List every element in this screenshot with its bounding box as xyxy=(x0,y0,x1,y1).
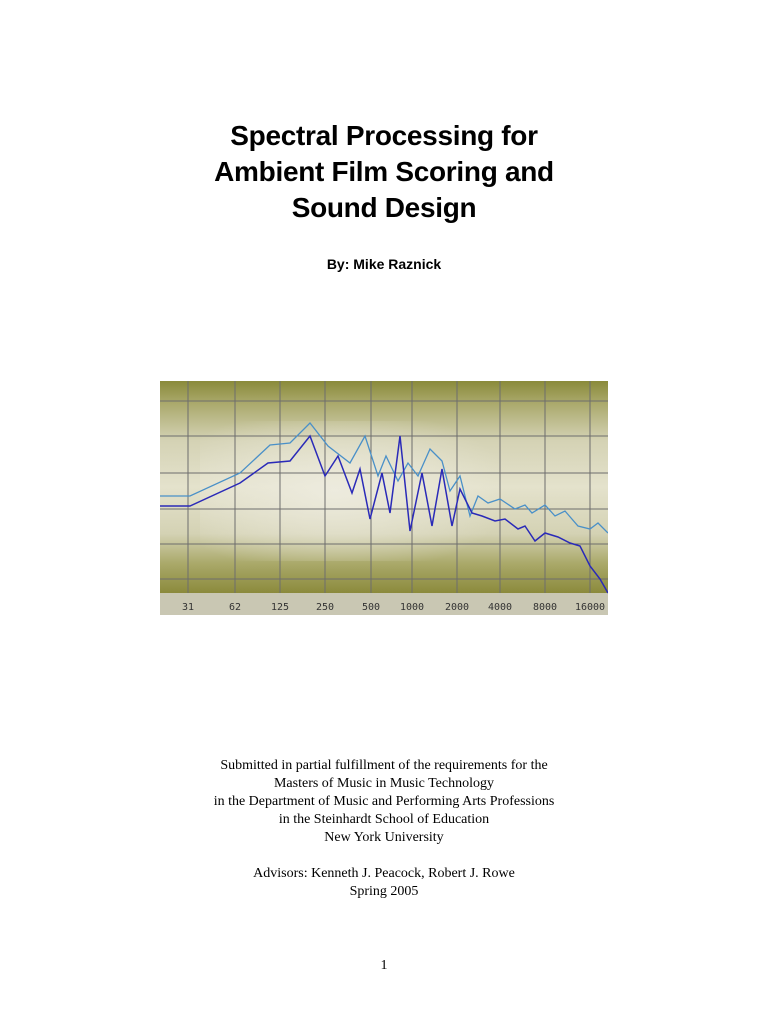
title-line-3: Sound Design xyxy=(291,192,477,223)
plot-glow xyxy=(200,421,500,561)
frequency-label: 1000 xyxy=(399,602,425,613)
frequency-label: 250 xyxy=(315,602,335,613)
page-number: 1 xyxy=(380,958,388,973)
advisors-block xyxy=(0,865,768,901)
frequency-label: 2000 xyxy=(444,602,470,613)
submission-line-5: New York University xyxy=(324,830,444,845)
document-title xyxy=(0,118,768,226)
submission-line-3: in the Department of Music and Performing Arts Professions xyxy=(213,794,555,809)
frequency-label: 62 xyxy=(228,602,242,613)
frequency-label: 500 xyxy=(361,602,381,613)
frequency-label: 31 xyxy=(181,602,195,613)
submission-line-4: in the Steinhardt School of Education xyxy=(278,812,490,827)
frequency-label: 8000 xyxy=(532,602,558,613)
advisors-line: Advisors: Kenneth J. Peacock, Robert J. Rowe xyxy=(253,866,515,881)
frequency-label: 4000 xyxy=(487,602,513,613)
spectrum-analyzer-image xyxy=(160,381,608,615)
frequency-label: 16000 xyxy=(574,602,606,613)
date-line: Spring 2005 xyxy=(349,884,419,899)
submission-statement xyxy=(0,757,768,847)
submission-line-2: Masters of Music in Music Technology xyxy=(273,776,494,791)
submission-line-1: Submitted in partial fulfillment of the requirements for the xyxy=(220,758,548,773)
title-line-1: Spectral Processing for xyxy=(230,120,538,151)
spectrum-figure xyxy=(160,381,608,615)
title-line-2: Ambient Film Scoring and xyxy=(214,156,554,187)
author-byline: By: Mike Raznick xyxy=(326,256,442,272)
frequency-label: 125 xyxy=(270,602,290,613)
